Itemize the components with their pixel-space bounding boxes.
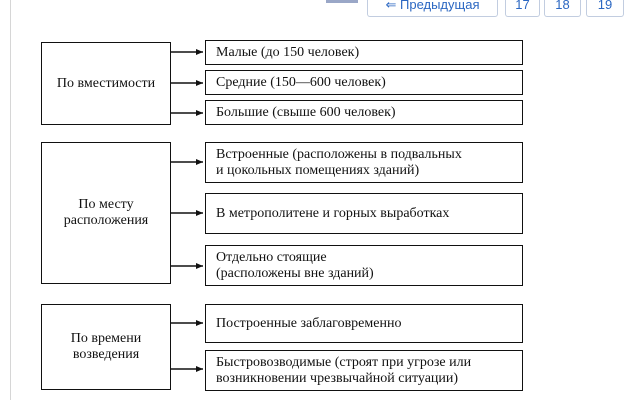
item-label: Отдельно стоящие (расположены вне зданий)	[216, 249, 374, 281]
category-label: По месту расположения	[63, 197, 149, 228]
category-box-capacity	[41, 42, 171, 125]
page-number: 17	[515, 0, 530, 12]
item-label: Встроенные (расположены в подвальных и цокольных помещениях зданий)	[216, 146, 462, 178]
item-label: Большие (свыше 600 человек)	[216, 104, 396, 120]
item-label: Построенные заблаговременно	[216, 315, 402, 331]
category-box-construction-time	[41, 304, 171, 390]
page-number: 18	[555, 0, 570, 12]
item-label: Быстровозводимые (строят при угрозе или возникновении чрезвычайной ситуации)	[216, 354, 472, 386]
item-box	[205, 100, 523, 125]
category-label: По времени возведения	[70, 331, 142, 362]
previous-page-label: ⇐ Предыдущая	[385, 0, 480, 12]
item-label: В метрополитене и горных выработках	[216, 205, 450, 221]
item-box	[205, 70, 523, 95]
item-label: Малые (до 150 человек)	[216, 44, 360, 60]
item-box	[205, 142, 523, 183]
page-number: 19	[597, 0, 613, 12]
item-box	[205, 350, 523, 391]
item-box	[205, 193, 523, 234]
item-box	[205, 40, 523, 65]
item-box	[205, 245, 523, 286]
item-box	[205, 304, 523, 343]
category-box-location	[41, 142, 171, 284]
category-label: По вместимости	[56, 75, 156, 91]
item-label: Средние (150—600 человек)	[216, 74, 386, 90]
